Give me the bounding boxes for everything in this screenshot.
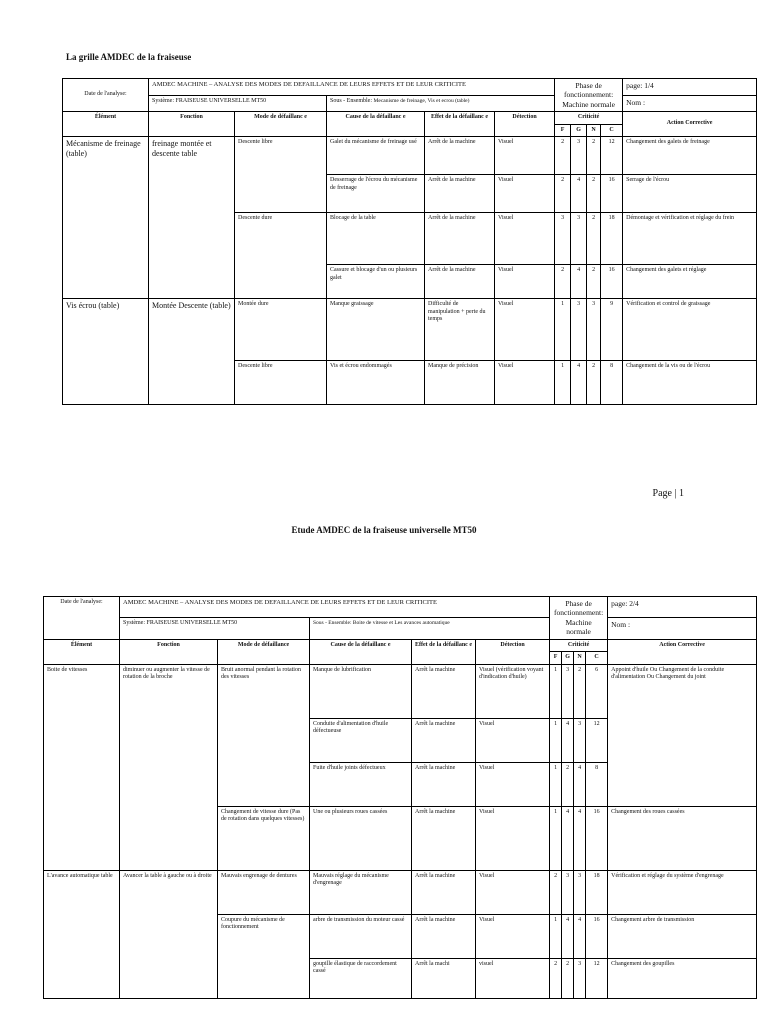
cell-g: 3 <box>571 299 587 361</box>
cell-fonction: diminuer ou augmenter la vitesse de rotation de la broche <box>120 664 218 870</box>
document-title: La grille AMDEC de la fraiseuse <box>66 52 192 62</box>
phase-label: Phase de fonctionnement: Machine normale <box>555 79 623 112</box>
cell-c: 6 <box>586 664 608 718</box>
cell-f: 1 <box>550 664 562 718</box>
cell-effet: Arrêt la machine <box>412 870 476 914</box>
subsystem-value: Mecanisme de freinage, Vis et ecrou (table) <box>373 97 470 104</box>
cell-action: Changement des galets de freinage <box>623 137 757 175</box>
cell-effet: Manque de précision <box>425 361 495 405</box>
date-label: Date de l'analyse: <box>63 79 149 112</box>
cell-detection: visuel <box>476 958 550 998</box>
cell-action: Changement arbre de transmission <box>608 914 757 958</box>
col-fonction: Fonction <box>120 639 218 664</box>
cell-f: 2 <box>555 265 571 299</box>
cell-n: 2 <box>574 664 586 718</box>
cell-detection: Visuel <box>495 137 555 175</box>
cell-g: 4 <box>562 914 574 958</box>
cell-g: 4 <box>571 265 587 299</box>
cell-effet: Difficulté de manipulation + perte du temps <box>425 299 495 361</box>
cell-g: 4 <box>571 361 587 405</box>
col-action: Action Corrective <box>608 639 757 664</box>
cell-f: 2 <box>555 175 571 213</box>
col-effet: Effet de la défaillanc e <box>412 639 476 664</box>
cell-n: 3 <box>587 299 601 361</box>
amdec-table-1 <box>62 78 757 405</box>
col-detection: Détection <box>495 112 555 137</box>
cell-element: Vis écrou (table) <box>63 299 149 405</box>
cell-cause: Fuite d'huile joints défectueux <box>310 762 412 806</box>
cell-action: Serrage de l'écrou <box>623 175 757 213</box>
cell-cause: Mauvais réglage du mécanisme d'engrenage <box>310 870 412 914</box>
cell-f: 1 <box>550 914 562 958</box>
col-mode: Mode de défaillance <box>218 639 310 664</box>
system-label: Système: FRAISEUSE UNIVERSELLE MT50 <box>149 95 327 112</box>
cell-action: Démontage et vérification et réglage du frein <box>623 213 757 265</box>
cell-effet: Arrêt de la machine <box>425 137 495 175</box>
table-heading: AMDEC MACHINE – ANALYSE DES MODES DE DEFAILLANCE DE LEURS EFFETS ET DE LEUR CRITICITE <box>149 79 555 96</box>
col-c: C <box>586 652 608 665</box>
cell-g: 3 <box>571 137 587 175</box>
cell-detection: Visuel <box>476 870 550 914</box>
cell-f: 1 <box>555 299 571 361</box>
cell-effet: Arrêt de la machine <box>425 265 495 299</box>
phase-label: Phase de fonctionnement: Machine normale <box>550 597 608 640</box>
subsystem-label: Sous - Ensemble: <box>330 97 372 104</box>
cell-action: Changement des roues cassées <box>608 806 757 870</box>
cell-c: 18 <box>601 213 623 265</box>
cell-n: 4 <box>574 806 586 870</box>
cell-detection: Visuel <box>476 806 550 870</box>
cell-n: 2 <box>587 265 601 299</box>
cell-cause: Une ou plusieurs roues cassées <box>310 806 412 870</box>
cell-cause: Blocage de la table <box>327 213 425 265</box>
cell-c: 12 <box>601 137 623 175</box>
cell-action: Vérification et control de graissage <box>623 299 757 361</box>
cell-g: 2 <box>562 958 574 998</box>
cell-n: 2 <box>587 213 601 265</box>
table-row <box>44 870 757 914</box>
cell-n: 2 <box>587 361 601 405</box>
cell-detection: Visuel <box>476 914 550 958</box>
cell-c: 12 <box>586 958 608 998</box>
cell-element: L'avance automatique table <box>44 870 120 998</box>
cell-n: 2 <box>587 175 601 213</box>
cell-f: 1 <box>550 718 562 762</box>
nom-label: Nom : <box>623 95 757 112</box>
section-title: Etude AMDEC de la fraiseuse universelle MT50 <box>291 525 477 535</box>
cell-cause: Cassure et blocage d'un ou plusieurs galet <box>327 265 425 299</box>
col-detection: Détection <box>476 639 550 664</box>
cell-detection: Visuel <box>495 175 555 213</box>
cell-fonction: Avancer la table à gauche ou à droite <box>120 870 218 998</box>
cell-effet: Arrêt de la machine <box>425 175 495 213</box>
cell-cause: Desserrage de l'écrou du mécanisme de freinage <box>327 175 425 213</box>
cell-f: 1 <box>550 762 562 806</box>
cell-action: Changement des goupilles <box>608 958 757 998</box>
cell-mode: Bruit anormal pendant la rotation des vitesses <box>218 664 310 806</box>
cell-action: Vérification et réglage du système d'engrenage <box>608 870 757 914</box>
cell-g: 2 <box>562 762 574 806</box>
col-criticite: Criticité <box>550 639 608 652</box>
table-heading: AMDEC MACHINE – ANALYSE DES MODES DE DEFAILLANCE DE LEURS EFFETS ET DE LEUR CRITICITE <box>120 597 550 618</box>
cell-detection: Visuel <box>495 265 555 299</box>
col-f: F <box>550 652 562 665</box>
cell-cause: goupille élastique de raccordement cassé <box>310 958 412 998</box>
cell-g: 3 <box>562 664 574 718</box>
col-g: G <box>571 124 587 137</box>
cell-detection: Visuel <box>476 762 550 806</box>
cell-g: 4 <box>562 718 574 762</box>
system-label: Système: FRAISEUSE UNIVERSELLE MT50 <box>120 618 310 639</box>
table-row <box>44 664 757 718</box>
cell-c: 9 <box>601 299 623 361</box>
cell-mode: Descente libre <box>235 137 327 213</box>
col-n: N <box>574 652 586 665</box>
col-f: F <box>555 124 571 137</box>
cell-c: 16 <box>586 914 608 958</box>
cell-cause: arbre de transmission du moteur cassé <box>310 914 412 958</box>
cell-c: 16 <box>601 265 623 299</box>
cell-effet: Arrêt la machine <box>412 914 476 958</box>
cell-n: 3 <box>574 958 586 998</box>
cell-f: 2 <box>555 137 571 175</box>
cell-detection: Visuel (vérification voyant d'indication d'huile) <box>476 664 550 718</box>
col-cause: Cause de la défaillanc e <box>310 639 412 664</box>
col-c: C <box>601 124 623 137</box>
cell-c: 8 <box>601 361 623 405</box>
cell-mode: Changement de vitesse dure (Pas de rotation dans quelques vitesses) <box>218 806 310 870</box>
subsystem-value: Sous - Ensemble: Boite de vitesse et Les avances automatique <box>310 618 550 639</box>
cell-n: 3 <box>574 870 586 914</box>
cell-mode: Montée dure <box>235 299 327 361</box>
page-label: page: 1/4 <box>623 79 757 96</box>
cell-f: 2 <box>550 958 562 998</box>
cell-mode: Descente dure <box>235 213 327 299</box>
col-n: N <box>587 124 601 137</box>
cell-n: 4 <box>574 914 586 958</box>
cell-mode: Descente libre <box>235 361 327 405</box>
cell-c: 16 <box>586 806 608 870</box>
cell-detection: Visuel <box>476 718 550 762</box>
cell-cause: Manque de lubrification <box>310 664 412 718</box>
amdec-table-2 <box>43 596 757 999</box>
cell-detection: Visuel <box>495 361 555 405</box>
cell-c: 16 <box>601 175 623 213</box>
cell-g: 3 <box>571 213 587 265</box>
cell-mode: Coupure du mécanisme de fonctionnement <box>218 914 310 998</box>
col-mode: Mode de défaillanc e <box>235 112 327 137</box>
cell-c: 12 <box>586 718 608 762</box>
cell-g: 3 <box>562 870 574 914</box>
page-label: page: 2/4 <box>608 597 757 618</box>
cell-detection: Visuel <box>495 213 555 265</box>
cell-action: Changement des galets et réglage <box>623 265 757 299</box>
cell-effet: Arrêt la machi <box>412 958 476 998</box>
cell-n: 4 <box>574 762 586 806</box>
col-criticite: Criticité <box>555 112 623 125</box>
subsystem-cell <box>327 95 555 112</box>
cell-effet: Arrêt la machine <box>412 664 476 718</box>
cell-element: Boite de vitesses <box>44 664 120 870</box>
col-effet: Effet de la défaillanc e <box>425 112 495 137</box>
cell-effet: Arrêt la machine <box>412 806 476 870</box>
cell-action: Changement de la vis ou de l'écrou <box>623 361 757 405</box>
cell-fonction: freinage montée et descente table <box>149 137 235 299</box>
cell-c: 18 <box>586 870 608 914</box>
cell-f: 2 <box>550 870 562 914</box>
cell-c: 8 <box>586 762 608 806</box>
cell-f: 1 <box>550 806 562 870</box>
table-row <box>63 137 757 175</box>
cell-n: 2 <box>587 137 601 175</box>
cell-fonction: Montée Descente (table) <box>149 299 235 405</box>
table-row <box>63 299 757 361</box>
col-fonction: Fonction <box>149 112 235 137</box>
date-label: Date de l'analyse: <box>44 597 120 640</box>
col-cause: Cause de la défaillanc e <box>327 112 425 137</box>
col-action: Action Corrective <box>623 112 757 137</box>
cell-effet: Arrêt la machine <box>412 762 476 806</box>
cell-action: Appoint d'huile Ou Changement de la conduite d'alimentation Ou Changement du joint <box>608 664 757 806</box>
cell-element: Mécanisme de freinage (table) <box>63 137 149 299</box>
cell-cause: Conduite d'alimentation d'huile défectueuse <box>310 718 412 762</box>
col-element: Élément <box>63 112 149 137</box>
cell-n: 3 <box>574 718 586 762</box>
cell-cause: Galet du mécanisme de freinage usé <box>327 137 425 175</box>
cell-mode: Mauvais engrenage de dentures <box>218 870 310 914</box>
cell-f: 3 <box>555 213 571 265</box>
cell-cause: Manque graissage <box>327 299 425 361</box>
cell-g: 4 <box>571 175 587 213</box>
cell-g: 4 <box>562 806 574 870</box>
cell-f: 1 <box>555 361 571 405</box>
nom-label: Nom : <box>608 618 757 639</box>
col-g: G <box>562 652 574 665</box>
cell-effet: Arrêt de la machine <box>425 213 495 265</box>
page-number: Page | 1 <box>652 488 684 499</box>
cell-effet: Arrêt la machine <box>412 718 476 762</box>
col-element: Élément <box>44 639 120 664</box>
cell-detection: Visuel <box>495 299 555 361</box>
cell-cause: Vis et écrou endommagés <box>327 361 425 405</box>
